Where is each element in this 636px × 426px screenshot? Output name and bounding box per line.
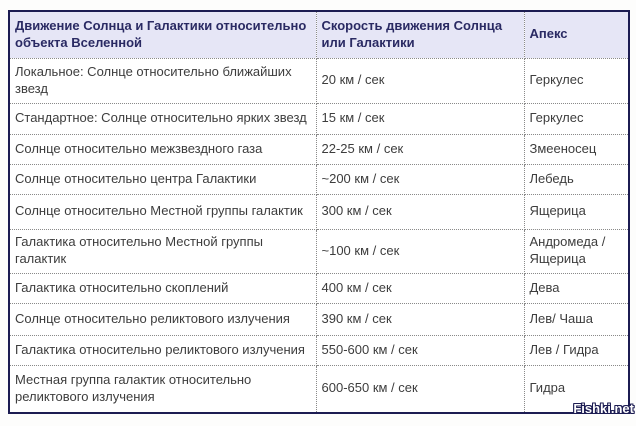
movement-cell: Галактика относительно Местной группы галактик bbox=[9, 229, 316, 273]
apex-cell: Змееносец bbox=[524, 134, 629, 164]
apex-cell: Геркулес bbox=[524, 58, 629, 103]
movement-cell: Солнце относительно Местной группы галактик bbox=[9, 194, 316, 229]
speed-cell: 300 км / сек bbox=[316, 194, 524, 229]
apex-cell: Гидра bbox=[524, 365, 629, 413]
apex-cell: Лев / Гидра bbox=[524, 335, 629, 365]
table-header bbox=[9, 11, 629, 58]
table-row bbox=[9, 365, 629, 413]
movement-cell: Солнце относительно центра Галактики bbox=[9, 164, 316, 194]
solar-galactic-motion-table bbox=[8, 10, 630, 414]
table-body bbox=[9, 58, 629, 413]
speed-cell: 390 км / сек bbox=[316, 303, 524, 335]
movement-cell: Стандартное: Солнце относительно ярких звезд bbox=[9, 103, 316, 134]
header-speed: Скорость движения Солнца или Галактики bbox=[316, 11, 524, 58]
movement-cell: Галактика относительно реликтового излучения bbox=[9, 335, 316, 365]
table-row bbox=[9, 58, 629, 103]
table-row bbox=[9, 229, 629, 273]
table-row bbox=[9, 164, 629, 194]
header-row bbox=[9, 11, 629, 58]
movement-cell: Солнце относительно межзвездного газа bbox=[9, 134, 316, 164]
apex-cell: Лебедь bbox=[524, 164, 629, 194]
movement-cell: Солнце относительно реликтового излучения bbox=[9, 303, 316, 335]
speed-cell: 15 км / сек bbox=[316, 103, 524, 134]
speed-cell: 22-25 км / сек bbox=[316, 134, 524, 164]
speed-cell: 550-600 км / сек bbox=[316, 335, 524, 365]
speed-cell: 400 км / сек bbox=[316, 273, 524, 303]
table-row bbox=[9, 335, 629, 365]
table-row bbox=[9, 273, 629, 303]
apex-cell: Лев/ Чаша bbox=[524, 303, 629, 335]
table-row bbox=[9, 194, 629, 229]
table-row bbox=[9, 303, 629, 335]
speed-cell: ~100 км / сек bbox=[316, 229, 524, 273]
speed-cell: 20 км / сек bbox=[316, 58, 524, 103]
table-row bbox=[9, 134, 629, 164]
movement-cell: Галактика относительно скоплений bbox=[9, 273, 316, 303]
movement-cell: Локальное: Солнце относительно ближайших звезд bbox=[9, 58, 316, 103]
speed-cell: ~200 км / сек bbox=[316, 164, 524, 194]
header-apex: Апекс bbox=[524, 11, 629, 58]
apex-cell: Дева bbox=[524, 273, 629, 303]
header-movement: Движение Солнца и Галактики относительно объекта Вселенной bbox=[9, 11, 316, 58]
apex-cell: Андромеда / Ящерица bbox=[524, 229, 629, 273]
apex-cell: Геркулес bbox=[524, 103, 629, 134]
speed-cell: 600-650 км / сек bbox=[316, 365, 524, 413]
table-row bbox=[9, 103, 629, 134]
movement-cell: Местная группа галактик относительно реликтового излучения bbox=[9, 365, 316, 413]
apex-cell: Ящерица bbox=[524, 194, 629, 229]
fishki-net-watermark: Fishki.net bbox=[573, 401, 634, 416]
